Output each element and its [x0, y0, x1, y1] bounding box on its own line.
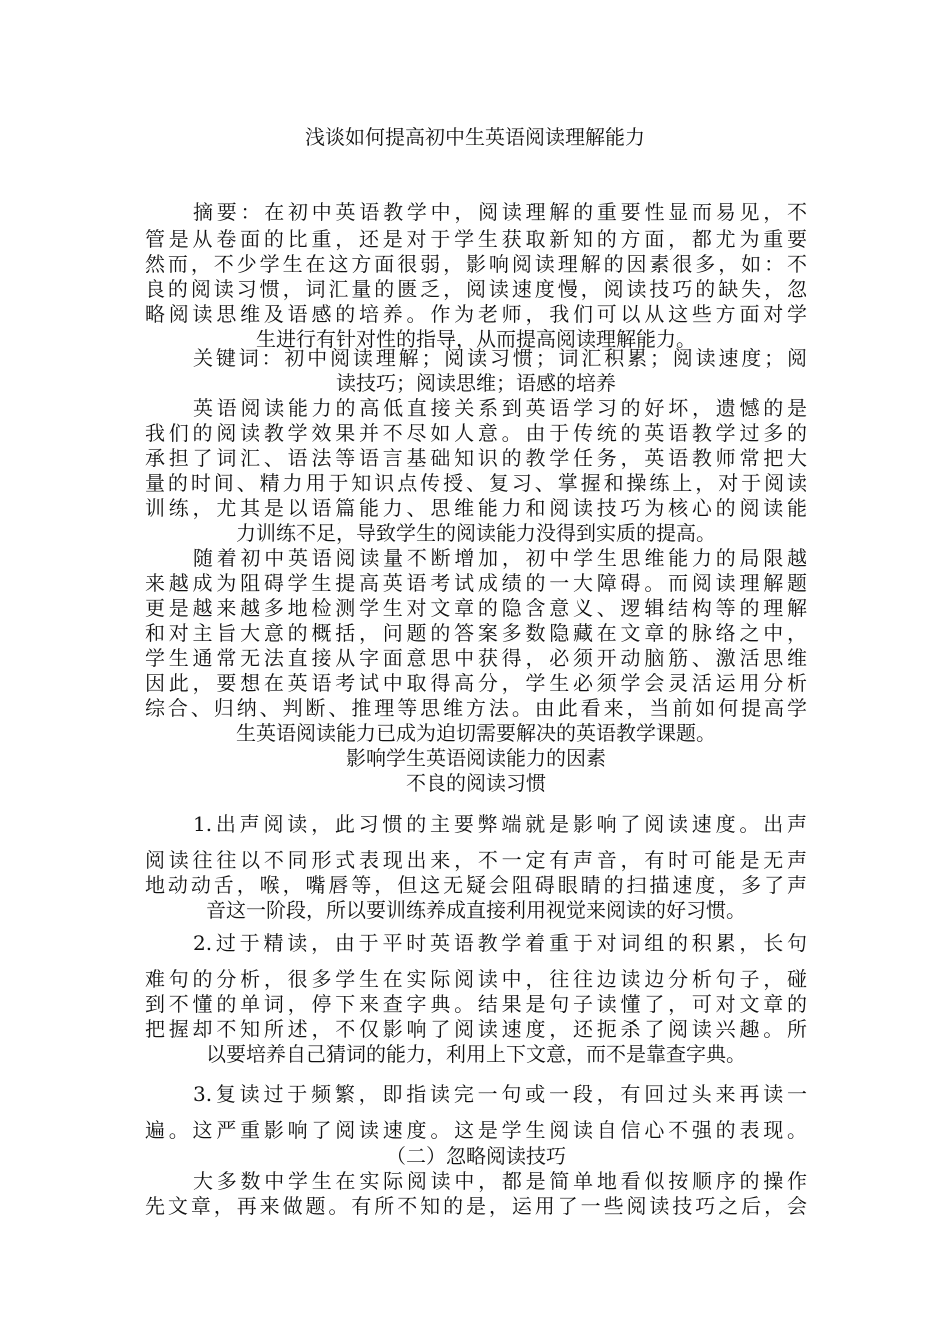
paragraph-line: 综合、归纳、判断、推理等思维方法。由此看来，当前如何提高学	[145, 696, 807, 720]
abstract-line: 摘要：在初中英语教学中，阅读理解的重要性显而易见，不	[193, 200, 807, 224]
keywords-line: 读技巧；阅读思维；语感的培养	[336, 371, 616, 395]
paragraph-line: 训练，尤其是以语篇能力、思维能力和阅读技巧为核心的阅读能	[145, 496, 807, 520]
item-line: 难句的分析，很多学生在实际阅读中，往往边读边分析句子，碰	[145, 967, 807, 991]
paragraph-line: 因此，要想在英语考试中取得高分，学生必须学会灵活运用分析	[145, 671, 807, 695]
item-line: 遍。这严重影响了阅读速度。这是学生阅读自信心不强的表现。	[145, 1118, 807, 1142]
paragraph-line: 大多数中学生在实际阅读中，都是简单地看似按顺序的操作	[193, 1169, 807, 1193]
abstract-line: 略阅读思维及语感的培养。作为老师，我们可以从这些方面对学	[145, 302, 807, 326]
body-paragraph	[145, 546, 807, 746]
item-line: 把握却不知所述，不仅影响了阅读速度，还扼杀了阅读兴趣。所	[145, 1017, 807, 1041]
abstract-paragraph	[145, 197, 807, 352]
item-line: 1.出声阅读，此习惯的主要弊端就是影响了阅读速度。出声	[193, 812, 807, 836]
document-title: 浅谈如何提高初中生英语阅读理解能力	[305, 125, 645, 149]
paragraph-line: 先文章，再来做题。有所不知的是，运用了一些阅读技巧之后，会	[145, 1194, 807, 1218]
paragraph-line: 量的时间、精力用于知识点传授、复习、掌握和操练上，对于阅读	[145, 471, 807, 495]
subsection-heading: 不良的阅读习惯	[406, 771, 546, 795]
body-paragraph	[145, 1169, 807, 1219]
section-heading: 影响学生英语阅读能力的因素	[346, 746, 606, 770]
abstract-line: 良的阅读习惯，词汇量的匮乏，阅读速度慢，阅读技巧的缺失，忽	[145, 277, 807, 301]
item-line: 地动动舌，喉，嘴唇等，但这无疑会阻碍眼睛的扫描速度，多了声	[145, 873, 807, 897]
abstract-line: 生进行有针对性的指导，从而提高阅读理解能力。	[256, 327, 696, 351]
keywords-paragraph	[145, 346, 807, 396]
paragraph-line: 学生通常无法直接从字面意思中获得，必须开动脑筋、激活思维	[145, 646, 807, 670]
body-paragraph	[145, 396, 807, 546]
item-line: 阅读往往以不同形式表现出来，不一定有声音，有时可能是无声	[145, 848, 807, 872]
paragraph-line: 来越成为阻碍学生提高英语考试成绩的一大障碍。而阅读理解题	[145, 571, 807, 595]
list-item	[145, 928, 807, 1067]
paragraph-line: 我们的阅读教学效果并不尽如人意。由于传统的英语教学过多的	[145, 421, 807, 445]
item-line: 音这一阶段，所以要训练养成直接利用视觉来阅读的好习惯。	[206, 898, 746, 922]
paragraph-line: 生英语阅读能力已成为迫切需要解决的英语教学课题。	[236, 721, 716, 745]
item-line: 以要培养自己猜词的能力，利用上下文意，而不是靠查字典。	[206, 1042, 746, 1066]
list-item	[145, 1079, 807, 1143]
paragraph-line: 力训练不足，导致学生的阅读能力没得到实质的提高。	[236, 521, 716, 545]
item-line: 到不懂的单词，停下来查字典。结果是句子读懂了，可对文章的	[145, 992, 807, 1016]
paragraph-line: 更是越来越多地检测学生对文章的隐含意义、逻辑结构等的理解	[145, 596, 807, 620]
keywords-line: 关键词：初中阅读理解；阅读习惯；词汇积累；阅读速度；阅	[193, 346, 807, 370]
item-line: 2.过于精读，由于平时英语教学着重于对词组的积累，长句	[193, 931, 807, 955]
paragraph-line: 承担了词汇、语法等语言基础知识的教学任务，英语教师常把大	[145, 446, 807, 470]
abstract-line: 管是从卷面的比重，还是对于学生获取新知的方面，都尤为重要	[145, 227, 807, 251]
abstract-line: 然而，不少学生在这方面很弱，影响阅读理解的因素很多，如：不	[145, 252, 807, 276]
item-line: 3.复读过于频繁，即指读完一句或一段，有回过头来再读一	[193, 1082, 807, 1106]
subsection-heading: （二）忽略阅读技巧	[386, 1144, 566, 1168]
paragraph-line: 英语阅读能力的高低直接关系到英语学习的好坏，遗憾的是	[193, 396, 807, 420]
paragraph-line: 随着初中英语阅读量不断增加，初中学生思维能力的局限越	[193, 546, 807, 570]
paragraph-line: 和对主旨大意的概括，问题的答案多数隐藏在文章的脉络之中，	[145, 621, 807, 645]
list-item	[145, 809, 807, 923]
